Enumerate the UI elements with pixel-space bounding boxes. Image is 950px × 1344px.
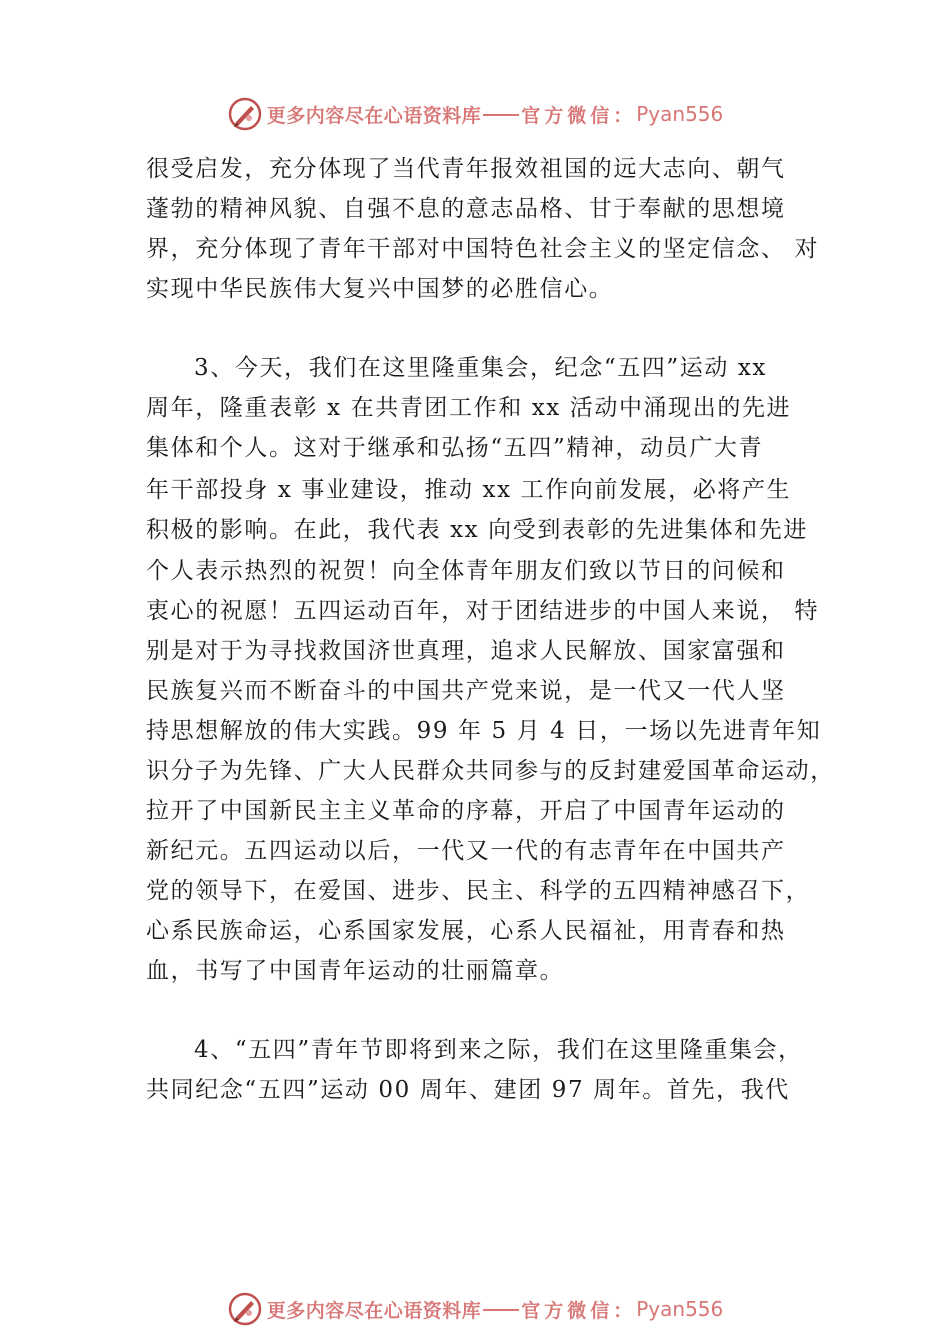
text-line: 衷心的祝愿！五四运动百年，对于团结进步的中国人来说， 特 bbox=[146, 598, 820, 624]
text-line: 拉开了中国新民主主义革命的序幕，开启了中国青年运动的 bbox=[146, 798, 786, 824]
banner-dash bbox=[483, 1309, 519, 1311]
paragraph-4-start: 4、“五四”青年节即将到来之际，我们在这里隆重集会， bbox=[194, 1037, 803, 1063]
text-line: 持思想解放的伟大实践。99 年 5 月 4 日，一场以先进青年知 bbox=[146, 718, 822, 744]
text-line: 识分子为先锋、广大人民群众共同参与的反封建爱国革命运动， bbox=[146, 758, 835, 784]
text-line: 别是对于为寻找救国济世真理，追求人民解放、国家富强和 bbox=[146, 638, 786, 664]
banner-wechat-id: Pyan556 bbox=[636, 102, 724, 126]
text-line: 界，充分体现了青年干部对中国特色社会主义的坚定信念、 对 bbox=[146, 236, 820, 262]
header-banner bbox=[0, 94, 950, 134]
text-line: 实现中华民族伟大复兴中国梦的必胜信心。 bbox=[146, 276, 614, 302]
footer-banner bbox=[0, 1289, 950, 1329]
text-line: 很受启发，充分体现了当代青年报效祖国的远大志向、朝气 bbox=[146, 156, 786, 182]
pen-logo-icon bbox=[227, 96, 263, 132]
banner-wechat-id: Pyan556 bbox=[636, 1297, 724, 1321]
text-line: 个人表示热烈的祝贺！向全体青年朋友们致以节日的问候和 bbox=[146, 558, 786, 584]
text-line: 新纪元。五四运动以后，一代又一代的有志青年在中国共产 bbox=[146, 838, 786, 864]
paragraph-3-start: 3、今天，我们在这里隆重集会，纪念“五四”运动 xx bbox=[194, 355, 768, 381]
text-line: 年干部投身 x 事业建设，推动 xx 工作向前发展，必将产生 bbox=[146, 477, 792, 503]
banner-text: 更多内容尽在心语资料库 bbox=[266, 104, 482, 127]
banner-text: 更多内容尽在心语资料库 bbox=[266, 1299, 482, 1322]
text-line: 共同纪念“五四”运动 00 周年、建团 97 周年。首先，我代 bbox=[146, 1077, 790, 1103]
text-line: 党的领导下，在爱国、进步、民主、科学的五四精神感召下， bbox=[146, 878, 811, 904]
text-line: 蓬勃的精神风貌、自强不息的意志品格、甘于奉献的思想境 bbox=[146, 196, 786, 222]
text-line: 集体和个人。这对于继承和弘扬“五四”精神，动员广大青 bbox=[146, 435, 764, 461]
pen-logo-icon bbox=[227, 1291, 263, 1327]
text-line: 积极的影响。在此，我代表 xx 向受到表彰的先进集体和先进 bbox=[146, 517, 808, 543]
text-line: 血，书写了中国青年运动的壮丽篇章。 bbox=[146, 958, 565, 984]
text-line: 周年，隆重表彰 x 在共青团工作和 xx 活动中涌现出的先进 bbox=[146, 395, 792, 421]
banner-official-label: 官方微信： bbox=[521, 1299, 637, 1322]
text-line: 心系民族命运，心系国家发展，心系人民福祉，用青春和热 bbox=[146, 918, 786, 944]
banner-dash bbox=[483, 114, 519, 116]
banner-official-label: 官方微信： bbox=[521, 104, 637, 127]
text-line: 民族复兴而不断奋斗的中国共产党来说，是一代又一代人坚 bbox=[146, 678, 786, 704]
